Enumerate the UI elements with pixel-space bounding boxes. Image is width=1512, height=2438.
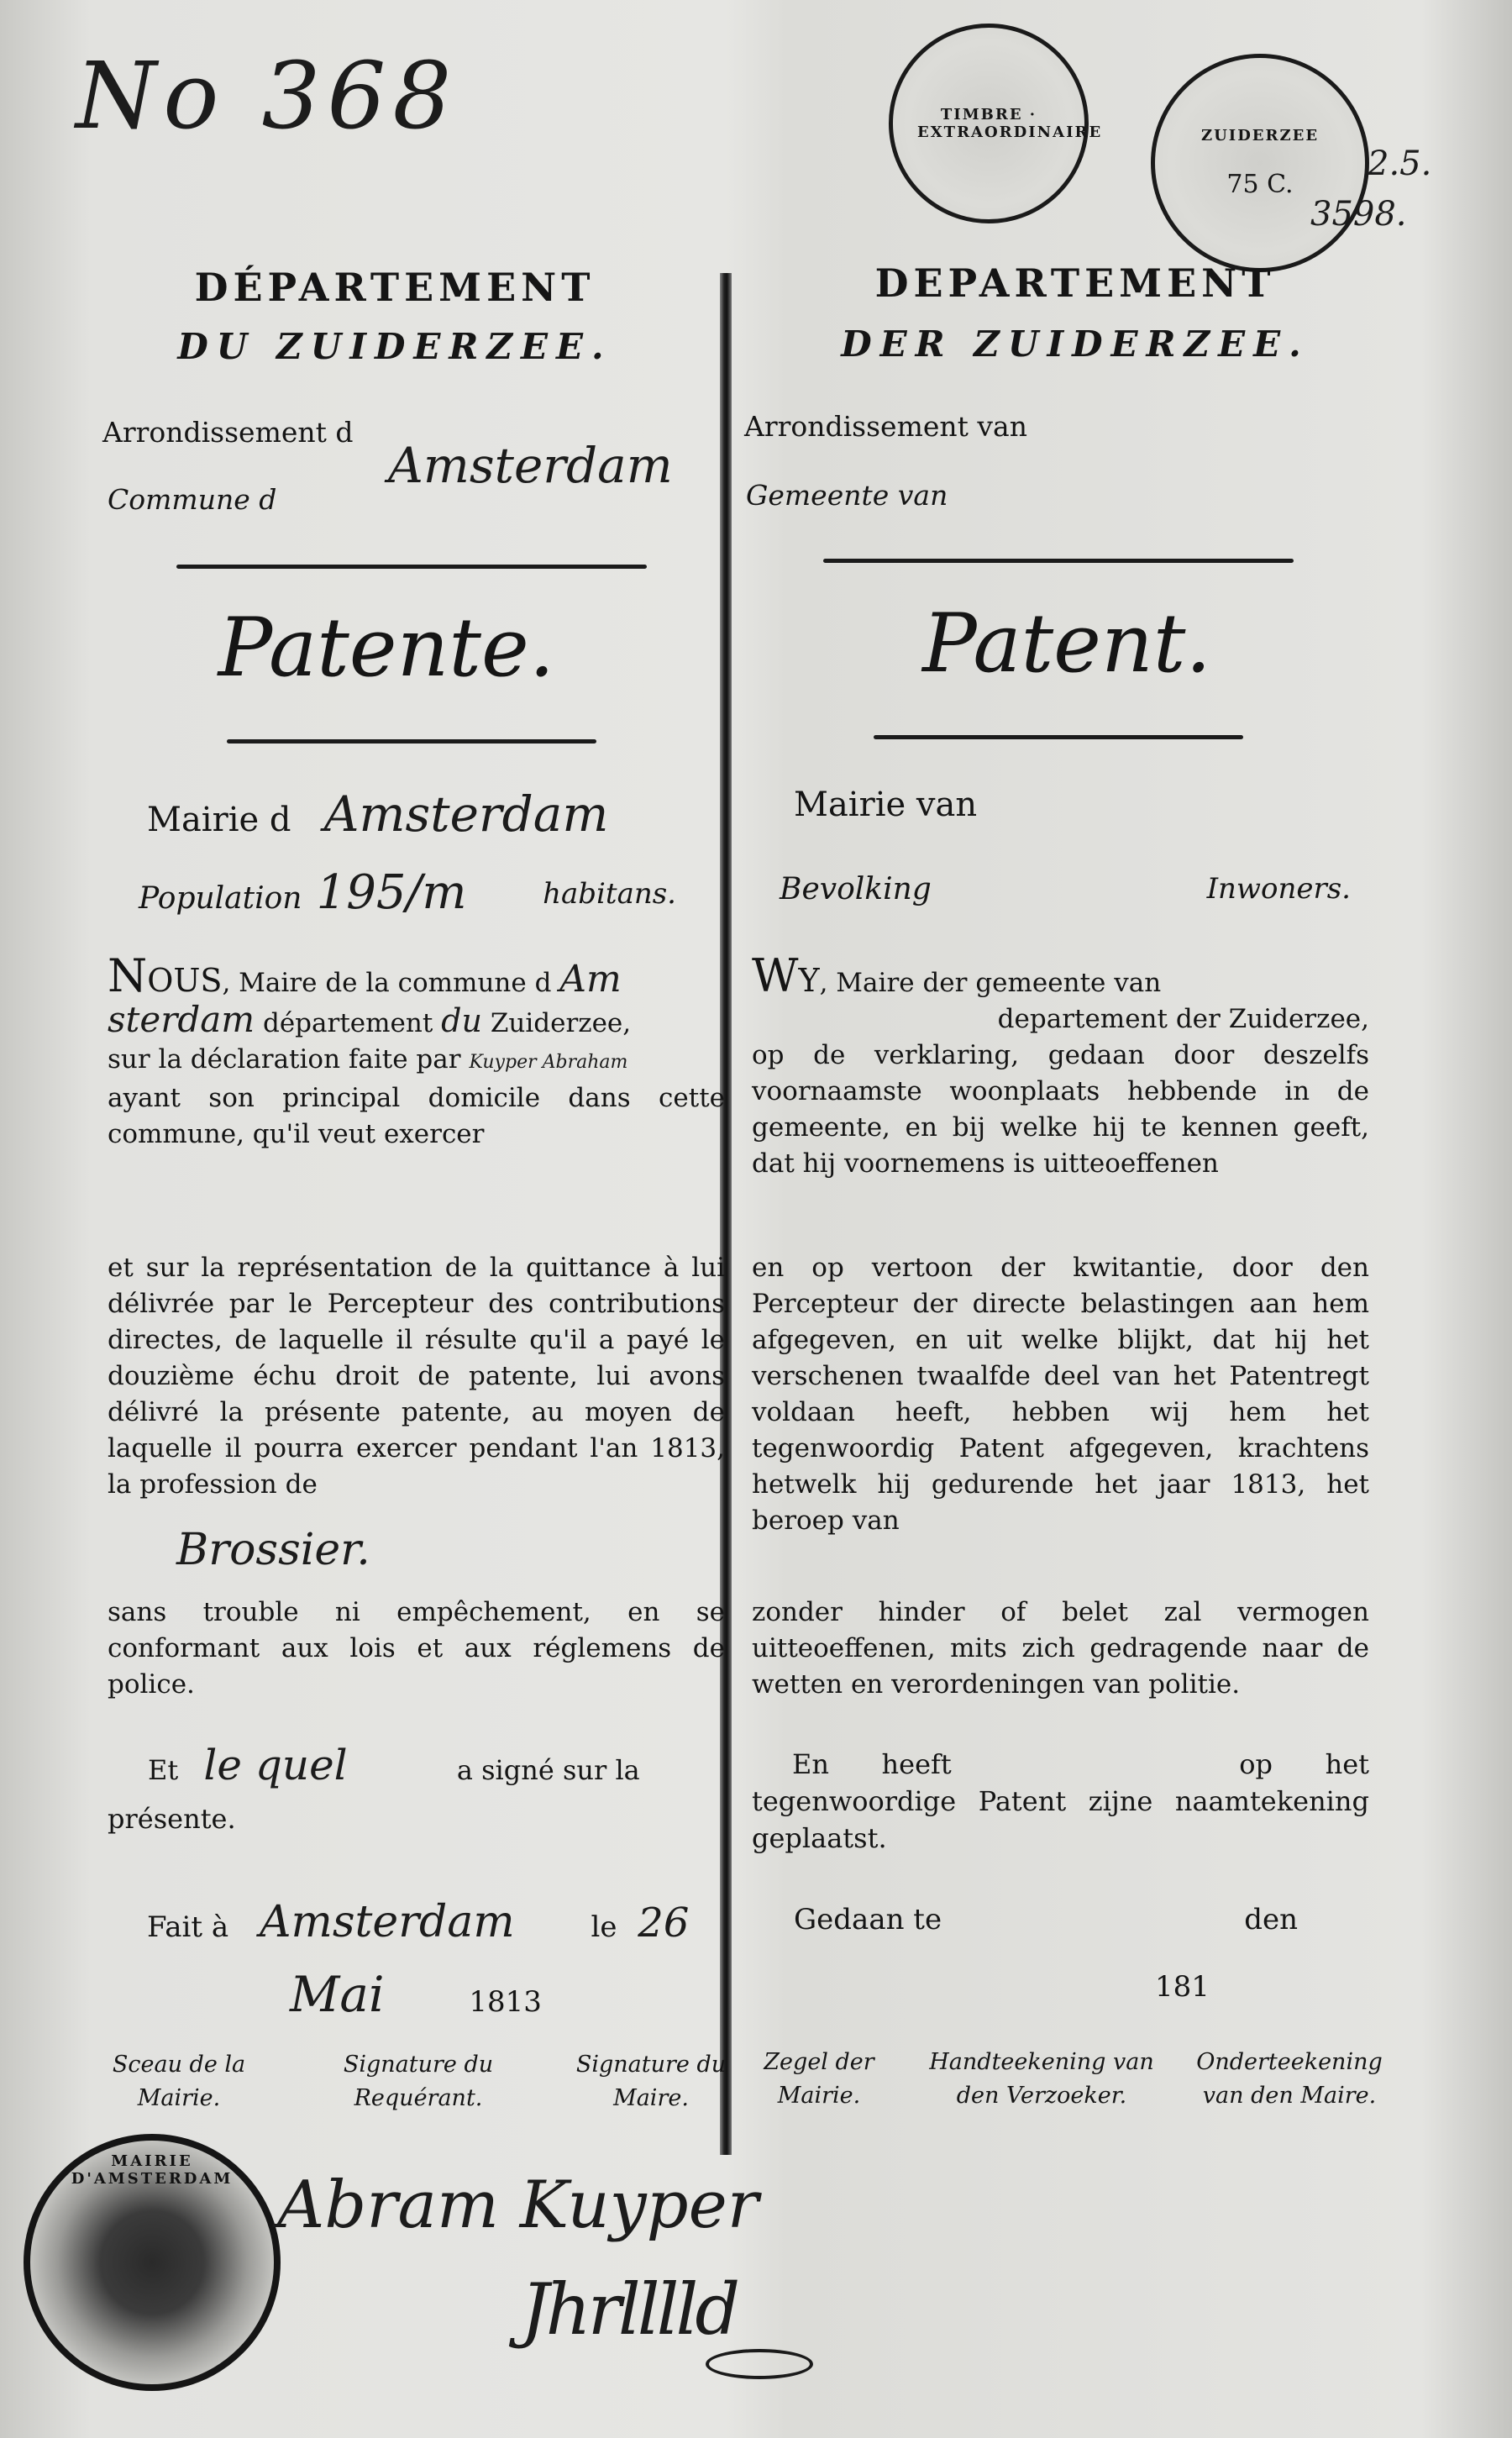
right-bevolking-line	[780, 872, 1351, 906]
right-den-label: den	[1244, 1903, 1298, 1936]
left-rule-2	[227, 739, 596, 743]
left-mairie-line	[147, 786, 608, 843]
left-sig-label-3: Signature du Maire.	[575, 2052, 727, 2111]
right-arrondissement-label: Arrondissement van	[744, 410, 1027, 443]
left-le-label: le	[591, 1910, 617, 1944]
left-sig-label-1: Sceau de la Mairie.	[112, 2052, 246, 2111]
left-commune-label: Commune d	[108, 483, 277, 516]
left-et-label: Et	[148, 1754, 179, 1786]
right-para-2: en op vertoon der kwitantie, door den Percepteur der directe belastingen aan hem afgegeven, en uit welke blijkt, dat hij het verschenen twaalfde deel van het Patentregt voldaan heeft, hebben wij hem het tegenwoordig Patent afgegeven, krachtens hetwelk hij gedurende het jaar 1813, het beroep van	[752, 1253, 1369, 1536]
right-mairie-label: Mairie van	[794, 786, 978, 824]
left-population-value: 195/m	[316, 865, 467, 920]
right-para1-b: departement der Zuiderzee,	[997, 1004, 1369, 1034]
maire-signature: Jhrlllld	[521, 2268, 738, 2351]
left-nous: Nous	[108, 949, 223, 1002]
left-population-label: Population	[139, 881, 302, 916]
left-para1-c: Zuiderzee,	[490, 1008, 632, 1038]
left-habitants-label: habitans.	[543, 877, 676, 911]
left-commune-handwritten-1: Am	[559, 958, 622, 1001]
margin-note-1: 2.5.	[1368, 144, 1432, 183]
revenue-stamp	[889, 24, 1103, 223]
left-para1-d: sur la déclaration faite par	[108, 1044, 461, 1075]
left-population-line	[139, 865, 676, 920]
left-fait-line	[147, 1897, 689, 1947]
right-para-1	[752, 949, 1369, 1182]
right-gemeente-label: Gemeente van	[746, 479, 948, 512]
right-dept-title: DEPARTEMENT	[874, 260, 1276, 306]
mairie-seal-text: MAIRIE D'AMSTERDAM	[71, 2152, 234, 2188]
right-rule-1	[823, 559, 1294, 563]
mairie-seal	[24, 2134, 281, 2391]
left-signed-block	[108, 1741, 725, 1843]
left-para1-b: département	[262, 1008, 433, 1038]
left-fait-day: 26	[638, 1899, 690, 1947]
left-declarant-handwritten: Kuyper Abraham	[469, 1052, 628, 1073]
tax-stamp-value: 75 C.	[1226, 170, 1294, 199]
left-dept-handwritten: du	[441, 1002, 482, 1039]
left-arrondissement-label: Arrondissement d	[102, 416, 354, 449]
right-inwoners-label: Inwoners.	[1206, 872, 1351, 906]
right-gedaan-label: Gedaan te	[794, 1903, 942, 1936]
left-date-line	[290, 1966, 542, 2023]
right-gedaan-line	[794, 1903, 1298, 1936]
left-dept-subtitle: DU ZUIDERZEE.	[177, 326, 612, 367]
left-para-1	[108, 949, 725, 1153]
left-sig-label-2: Signature du Requérant.	[343, 2052, 494, 2111]
left-profession-value: Brossier.	[176, 1525, 370, 1575]
right-en-heeft-block	[752, 1746, 1369, 1857]
right-para-3: zonder hinder of belet zal vermogen uitteoeffenen, mits zich gedragende naar de wetten en verordeningen van politie.	[752, 1597, 1369, 1700]
left-fait-month: Mai	[290, 1966, 385, 2023]
tax-stamp-inner	[1184, 127, 1336, 199]
requerant-signature: Abram Kuyper	[277, 2167, 759, 2243]
left-signed-text: a signé sur la présente.	[108, 1754, 640, 1835]
left-para1-a: , Maire de la commune d	[222, 968, 552, 998]
right-para1-a: , Maire der gemeente van	[819, 968, 1162, 998]
left-para-2: et sur la représentation de la quittance à lui délivrée par le Percepteur des contributions directes, de laquelle il résulte qu'il a payé le douzième échu droit de patente, lui avons délivré la présente patente, au moyen de laquelle il pourra exercer pendant l'an 1813, la profession de	[108, 1253, 725, 1500]
right-bevolking-label: Bevolking	[780, 872, 932, 906]
left-signer-value: le quel	[203, 1741, 348, 1789]
left-para-3: sans trouble ni empêchement, en se conformant aux lois et aux réglemens de police.	[108, 1597, 725, 1700]
left-para1-e: ayant son principal domicile dans cette commune, qu'il veut exercer	[108, 1083, 725, 1149]
right-sig-label-3: Onderteekening van den Maire.	[1196, 2049, 1383, 2109]
left-dept-title: DÉPARTEMENT	[194, 265, 596, 310]
right-sig-label-1: Zegel der Mairie.	[764, 2049, 874, 2109]
right-year: 181	[1155, 1970, 1210, 2004]
margin-note-2: 3598.	[1310, 195, 1407, 234]
right-para1-c: op de verklaring, gedaan door deszelfs voornaamste woonplaats hebbende in de gemeente, en bij welke hij te kennen geeft, dat hij voornemens is uitteoeffenen	[752, 1040, 1369, 1179]
right-doc-title: Patent.	[922, 596, 1211, 691]
right-mairie-line	[794, 786, 977, 824]
left-commune-value: Amsterdam	[388, 437, 673, 494]
right-wy: Wy	[752, 949, 820, 1002]
right-sig-label-2: Handteekening van den Verzoeker.	[929, 2049, 1154, 2109]
left-fait-place: Amsterdam	[259, 1897, 515, 1947]
tax-stamp	[1151, 54, 1369, 272]
left-fait-year: 1813	[469, 1985, 542, 2019]
signature-flourish	[706, 2349, 813, 2379]
tax-stamp-text: ZUIDERZEE	[1200, 127, 1320, 144]
left-commune-handwritten-2: sterdam	[108, 999, 255, 1040]
left-mairie-label: Mairie d	[147, 801, 291, 839]
left-doc-title: Patente.	[218, 601, 555, 695]
right-dept-subtitle: DER ZUIDERZEE.	[841, 323, 1310, 365]
revenue-stamp-text: TIMBRE · EXTRAORDINAIRE	[917, 106, 1103, 141]
right-en-heeft-rest: op het tegenwoordige Patent zijne naamtekening geplaatst.	[752, 1748, 1369, 1854]
right-en-heeft: En heeft	[792, 1748, 952, 1780]
left-fait-label: Fait à	[147, 1910, 229, 1944]
center-fold	[720, 273, 732, 2155]
archive-number: No 368	[76, 42, 459, 150]
left-mairie-value: Amsterdam	[323, 786, 609, 843]
right-rule-2	[874, 735, 1243, 739]
left-rule-1	[176, 565, 647, 569]
